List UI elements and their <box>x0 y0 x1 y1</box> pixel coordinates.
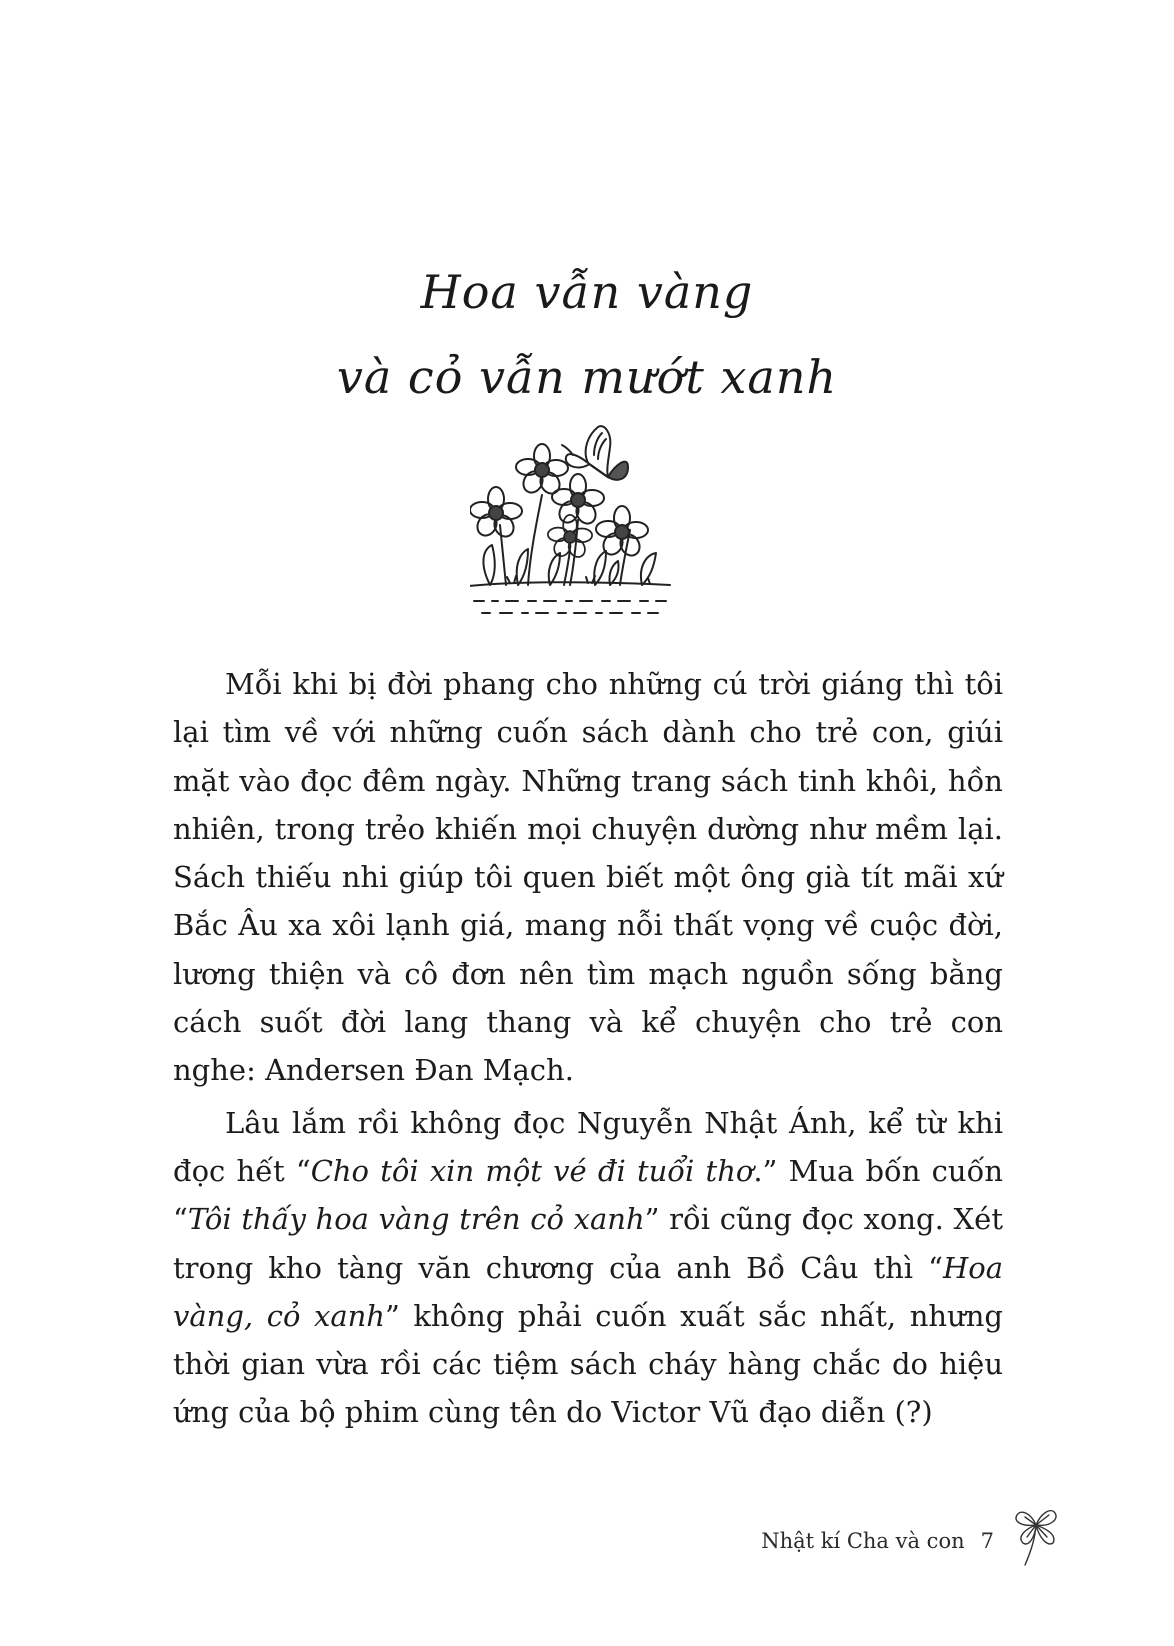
paragraph-text: .” Mua bốn cuốn “ <box>173 1153 1003 1237</box>
body-text <box>173 660 1003 1441</box>
book-title-reference: Cho tôi xin một vé đi tuổi thơ <box>310 1153 754 1188</box>
running-title: Nhật kí Cha và con <box>761 1529 965 1553</box>
paragraph <box>173 1099 1003 1437</box>
paragraph <box>173 660 1003 1095</box>
clover-icon <box>1005 1495 1067 1567</box>
flower-5 <box>596 506 648 559</box>
chapter-title-line-2: và cỏ vẫn mướt xanh <box>336 350 838 404</box>
paragraph-text: ” không phải cuốn xuất sắc nhất, nhưng thời gian vừa rồi các tiệm sách cháy hàng chắc do hiệu ứng của bộ phim cùng tên do Victor Vũ đạo diễn (?) <box>173 1298 1003 1430</box>
ground <box>470 576 670 613</box>
page-footer <box>761 1529 994 1553</box>
butterfly-icon <box>562 426 628 480</box>
paragraph-text: Mỗi khi bị đời phang cho những cú trời giáng thì tôi lại tìm về với những cuốn sách dành cho trẻ con, giúi mặt vào đọc đêm ngày. Những trang sách tinh khôi, hồn nhiên, trong trẻo khiến mọi chuyện dường như mềm lại. Sách thiếu nhi giúp tôi quen biết một ông già tít mãi xứ Bắc Âu xa xôi lạnh giá, mang nỗi thất vọng về cuộc đời, lương thiện và cô đơn nên tìm mạch nguồn sống bằng cách suốt đời lang thang và kể chuyện cho trẻ con nghe: Andersen Đan Mạch. <box>173 667 1003 1088</box>
chapter-title-line-1: Hoa vẫn vàng <box>420 265 754 319</box>
paragraph-text: ” rồi cũng đọc xong. Xét trong kho tàng văn chương của anh Bồ Câu thì “ <box>173 1202 1003 1285</box>
paragraph-text: Lâu lắm rồi không đọc Nguyễn Nhật Ánh, kể từ khi đọc hết “ <box>173 1105 1003 1188</box>
flowers-and-butterfly-icon <box>470 425 700 640</box>
flower-1 <box>470 487 522 540</box>
page-number: 7 <box>980 1529 994 1553</box>
book-title-reference: Tôi thấy hoa vàng trên cỏ xanh <box>187 1202 645 1237</box>
book-title-reference: Hoa vàng, cỏ xanh <box>173 1250 1003 1333</box>
